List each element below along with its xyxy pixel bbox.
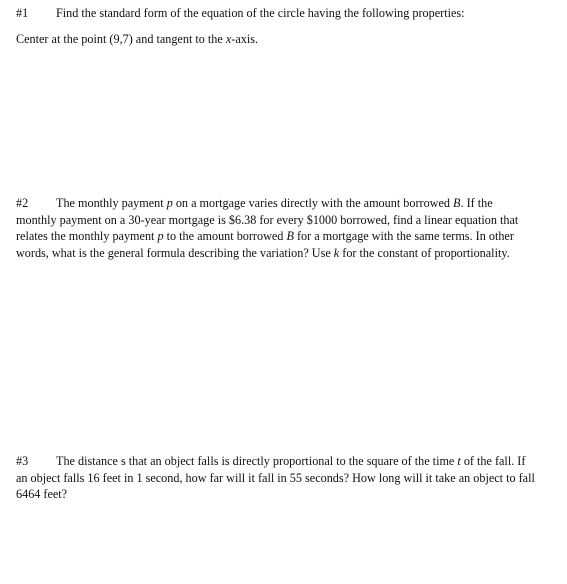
problem-number: #2 (16, 196, 29, 210)
problem-text: Find the standard form of the equation of the circle having the following properties: (56, 6, 465, 20)
problem-text: . If the monthly payment on a 30-year mortgage is $6.38 for every $1000 borrowed, find a linear equation that relates the monthly payment (16, 196, 519, 243)
problem-text: of the fall. If an object falls 16 feet in 1 second, how far will it fall in 55 seconds? How long will it take an object to fall 6464 feet? (16, 454, 535, 501)
problem-text: Center at the point (9,7) and tangent to the (16, 31, 226, 46)
problem-number: #1 (16, 6, 29, 20)
problem-1-detail (16, 31, 536, 48)
problem-text: -axis. (231, 31, 259, 46)
variable: B (286, 229, 294, 243)
variable: B (453, 196, 461, 210)
problem-text: to the amount borrowed (163, 229, 287, 243)
variable: x (225, 31, 232, 46)
problem-text: on a mortgage varies directly with the amount borrowed (172, 196, 454, 210)
variable: k (333, 245, 340, 260)
problem-1-prompt-line (16, 5, 536, 22)
problem-text: The monthly payment (56, 196, 167, 210)
problem-2 (16, 195, 536, 261)
variable: p (157, 229, 164, 243)
problem-number: #3 (16, 454, 29, 468)
problem-1 (16, 5, 536, 47)
variable: t (457, 454, 461, 468)
problem-text: for a mortgage with the same terms. In other words, what is the general formula describing the variation? Use (16, 229, 514, 260)
problem-text: The distance s that an object falls is directly proportional to the square of the time (56, 454, 458, 468)
problem-3 (16, 453, 536, 503)
variable: p (166, 196, 173, 210)
problem-text: for the constant of proportionality. (339, 245, 510, 260)
